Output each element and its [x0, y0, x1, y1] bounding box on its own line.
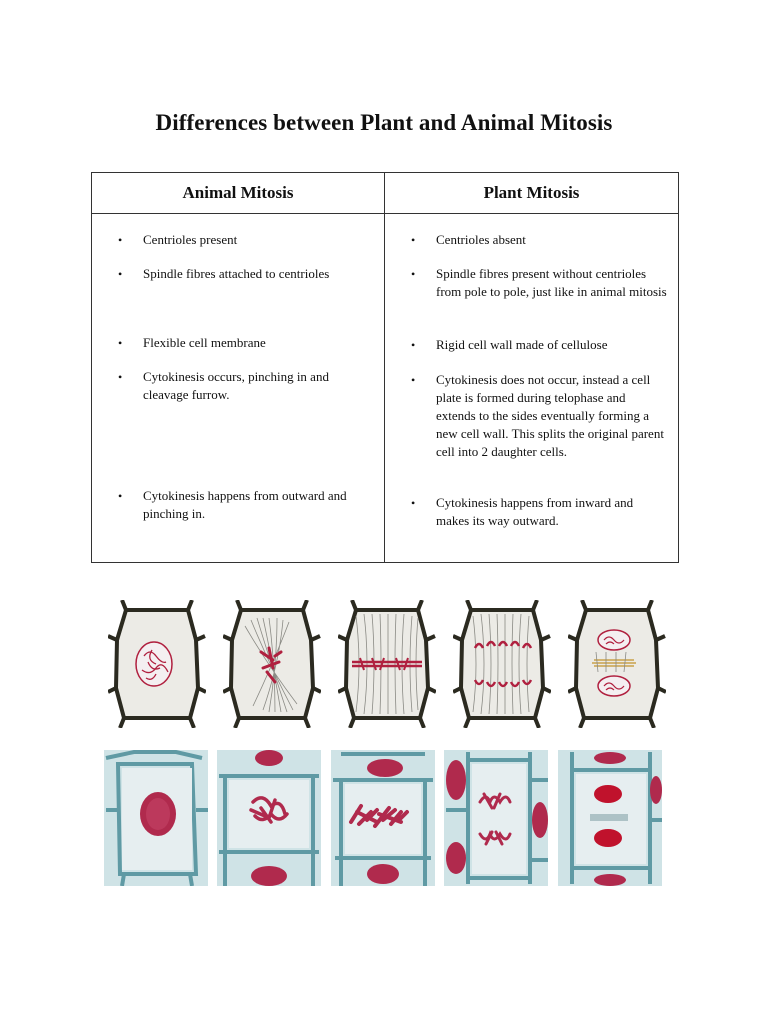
prometaphase-micrograph	[217, 750, 321, 886]
bullet-icon: •	[411, 267, 416, 281]
bullet-icon: •	[411, 496, 416, 510]
plant-column: • Centrioles absent • Spindle fibres present without centrioles from pole to pole, just like in animal mitosis • Rigid cell wall made of cellulose • Cytokinesis does not occur, instead a cell plate is formed during telophase and extends to the sides eventually forming a new cell wall. This splits the original parent cell into 2 daughter cells. • Cytokinesis happens from inward and makes its way outward.	[385, 214, 679, 563]
animal-column: • Centrioles present • Spindle fibres attached to centrioles • Flexible cell membrane • Cytokinesis occurs, pinching in and cleavage furrow. • Cytokinesis happens from outward and pinching in.	[92, 214, 385, 563]
header-animal-mitosis: Animal Mitosis	[92, 173, 385, 214]
mitosis-diagram-row	[108, 600, 663, 728]
bullet-icon: •	[411, 338, 416, 352]
telophase-diagram	[568, 600, 666, 728]
header-plant-mitosis: Plant Mitosis	[385, 173, 679, 214]
prophase-diagram	[108, 600, 206, 728]
table-header-row	[92, 173, 679, 214]
prophase-micrograph	[104, 750, 208, 886]
bullet-icon: •	[118, 233, 123, 247]
table-body-row	[92, 214, 679, 563]
bullet-icon: •	[118, 489, 123, 503]
page-title: Differences between Plant and Animal Mitosis	[155, 110, 613, 135]
micrograph-row	[104, 750, 662, 888]
comparison-table	[91, 172, 679, 563]
bullet-icon: •	[411, 373, 416, 387]
anaphase-diagram	[453, 600, 551, 728]
bullet-icon: •	[118, 267, 123, 281]
telophase-micrograph	[558, 750, 662, 886]
bullet-icon: •	[118, 370, 123, 384]
prometaphase-diagram	[223, 600, 321, 728]
bullet-icon: •	[118, 336, 123, 350]
anaphase-micrograph	[444, 750, 548, 886]
metaphase-diagram	[338, 600, 436, 728]
bullet-icon: •	[411, 233, 416, 247]
metaphase-micrograph	[331, 750, 435, 886]
